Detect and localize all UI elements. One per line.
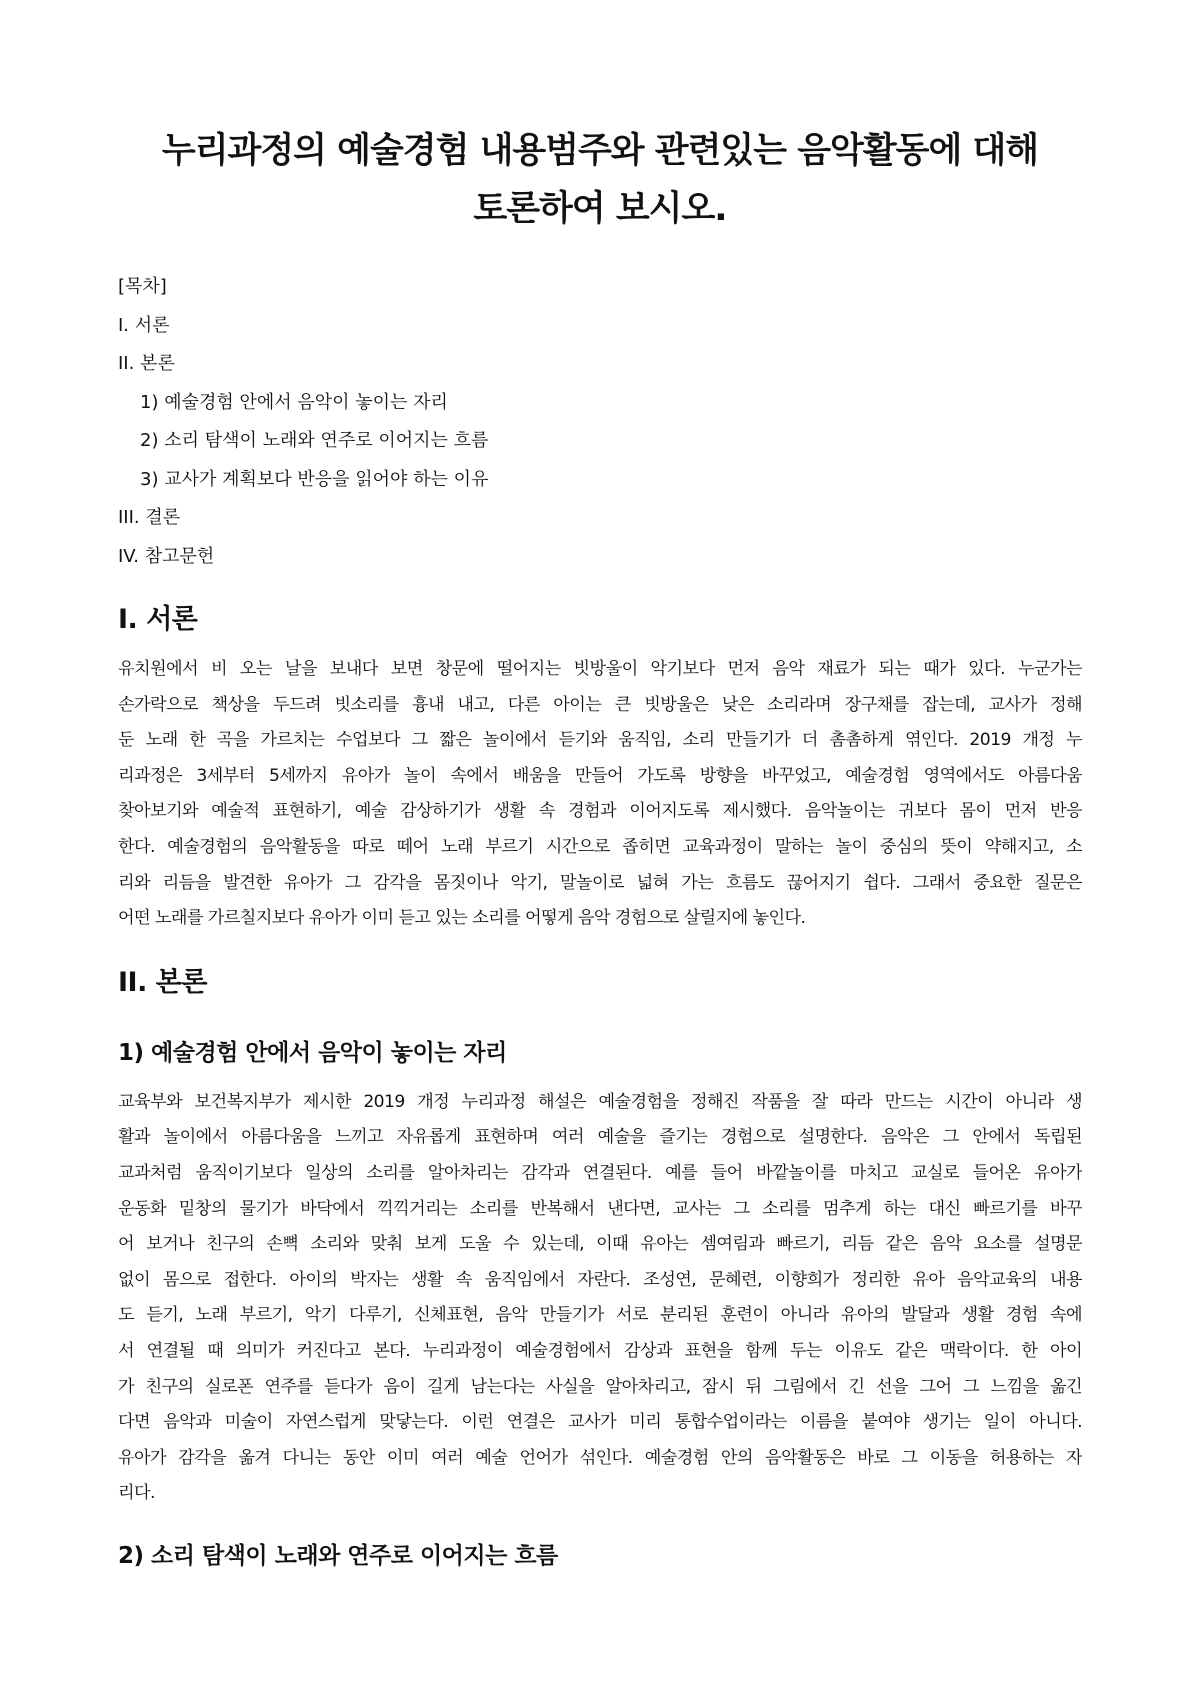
- body-line: 가 친구의 실로폰 연주를 듣다가 음이 길게 남는다는 사실을 알아차리고, 잠시 뒤 그림에서 긴 선을 그어 그 느낌을 옮긴: [118, 1376, 1082, 1397]
- body-line: 활과 놀이에서 아름다움을 느끼고 자유롭게 표현하며 여러 예술을 즐기는 경험으로 설명한다. 음악은 그 안에서 독립된: [118, 1127, 1082, 1148]
- body-line: 없이 몸으로 접한다. 아이의 박자는 생활 속 움직임에서 자란다. 조성연, 문혜련, 이향희가 정리한 유아 음악교육의 내용: [118, 1269, 1082, 1290]
- intro-line: 리와 리듬을 발견한 유아가 그 감각을 몸짓이나 악기, 말놀이로 넓혀 가는 흐름도 끊어지기 쉽다. 그래서 중요한 질문은: [118, 872, 1082, 893]
- intro-line: 어떤 노래를 가르칠지보다 유아가 이미 듣고 있는 소리를 어떻게 음악 경험으로 살릴지에 놓인다.: [118, 908, 806, 929]
- document-page: [118, 0, 1082, 1572]
- intro-heading: I. 서론: [118, 604, 198, 635]
- toc-item-body-1[interactable]: 1) 예술경험 안에서 음악이 놓이는 자리: [140, 391, 448, 413]
- toc-item-body[interactable]: II. 본론: [118, 353, 175, 374]
- body-line: 도 듣기, 노래 부르기, 악기 다루기, 신체표현, 음악 만들기가 서로 분리된 훈련이 아니라 유아의 발달과 생활 경험 속에: [118, 1305, 1082, 1326]
- toc-item-body-3[interactable]: 3) 교사가 계획보다 반응을 읽어야 하는 이유: [140, 468, 489, 490]
- intro-line: 유치원에서 비 오는 날을 보내다 보면 창문에 떨어지는 빗방울이 악기보다 먼저 음악 재료가 되는 때가 있다. 누군가는: [118, 659, 1082, 679]
- intro-paragraph: [118, 652, 1082, 937]
- intro-line: 손가락으로 책상을 두드려 빗소리를 흉내 내고, 다른 아이는 큰 빗방울은 낮은 소리라며 장구채를 잡는데, 교사가 정해: [118, 694, 1082, 715]
- body-line: 어 보거나 친구의 손뼉 소리와 맞춰 보게 도울 수 있는데, 이때 유아는 셈여림과 빠르기, 리듬 같은 음악 요소를 설명문: [118, 1234, 1082, 1255]
- body-line: 리다.: [118, 1483, 155, 1504]
- toc-item-body-2[interactable]: 2) 소리 탐색이 노래와 연주로 이어지는 흐름: [140, 430, 489, 451]
- body-subheading-1: 1) 예술경험 안에서 음악이 놓이는 자리: [118, 1039, 507, 1066]
- toc-item-references[interactable]: IV. 참고문헌: [118, 545, 215, 567]
- body-subheading-2: 2) 소리 탐색이 노래와 연주로 이어지는 흐름: [118, 1542, 558, 1569]
- body-line: 운동화 밑창의 물기가 바닥에서 끽끽거리는 소리를 반복해서 낸다면, 교사는 그 소리를 멈추게 하는 대신 빠르기를 바꾸: [118, 1198, 1082, 1219]
- document-title: 누리과정의 예술경험 내용범주와 관련있는 음악활동에 대해 토론하여 보시오.: [161, 131, 1039, 229]
- intro-line: 둔 노래 한 곡을 가르치는 수업보다 그 짧은 놀이에서 듣기와 움직임, 소리 만들기가 더 촘촘하게 엮인다. 2019 개정 누: [118, 730, 1082, 751]
- intro-line: 한다. 예술경험의 음악활동을 따로 떼어 노래 부르기 시간으로 좁히면 교육과정이 말하는 놀이 중심의 뜻이 약해지고, 소: [118, 836, 1082, 857]
- body-line: 교육부와 보건복지부가 제시한 2019 개정 누리과정 해설은 예술경험을 정해진 작품을 잘 따라 만드는 시간이 아니라 생: [118, 1091, 1082, 1112]
- body-line: 다면 음악과 미술이 자연스럽게 맞닿는다. 이런 연결은 교사가 미리 통합수업이라는 이름을 붙여야 생기는 일이 아니다.: [118, 1412, 1082, 1433]
- toc-item-intro[interactable]: I. 서론: [118, 314, 170, 336]
- body-line: 서 연결될 때 의미가 커진다고 본다. 누리과정이 예술경험에서 감상과 표현을 함께 두는 이유도 같은 맥락이다. 한 아이: [118, 1340, 1082, 1361]
- toc-item-conclusion[interactable]: III. 결론: [118, 507, 181, 528]
- body-line: 유아가 감각을 옮겨 다니는 동안 이미 여러 예술 언어가 섞인다. 예술경험 안의 음악활동은 바로 그 이동을 허용하는 자: [118, 1447, 1082, 1468]
- body-line: 교과처럼 움직이기보다 일상의 소리를 알아차리는 감각과 연결된다. 예를 들어 바깥놀이를 마치고 교실로 들어온 유아가: [118, 1162, 1082, 1183]
- intro-line: 찾아보기와 예술적 표현하기, 예술 감상하기가 생활 속 경험과 이어지도록 제시했다. 음악놀이는 귀보다 몸이 먼저 반응: [118, 801, 1082, 822]
- body-heading: II. 본론: [118, 966, 207, 998]
- body-paragraph-1: [118, 1085, 1082, 1512]
- toc-heading: [목차]: [118, 276, 167, 297]
- table-of-contents: [118, 268, 1082, 576]
- intro-line: 리과정은 3세부터 5세까지 유아가 놀이 속에서 배움을 만들어 가도록 방향을 바꾸었고, 예술경험 영역에서도 아름다움: [118, 765, 1082, 786]
